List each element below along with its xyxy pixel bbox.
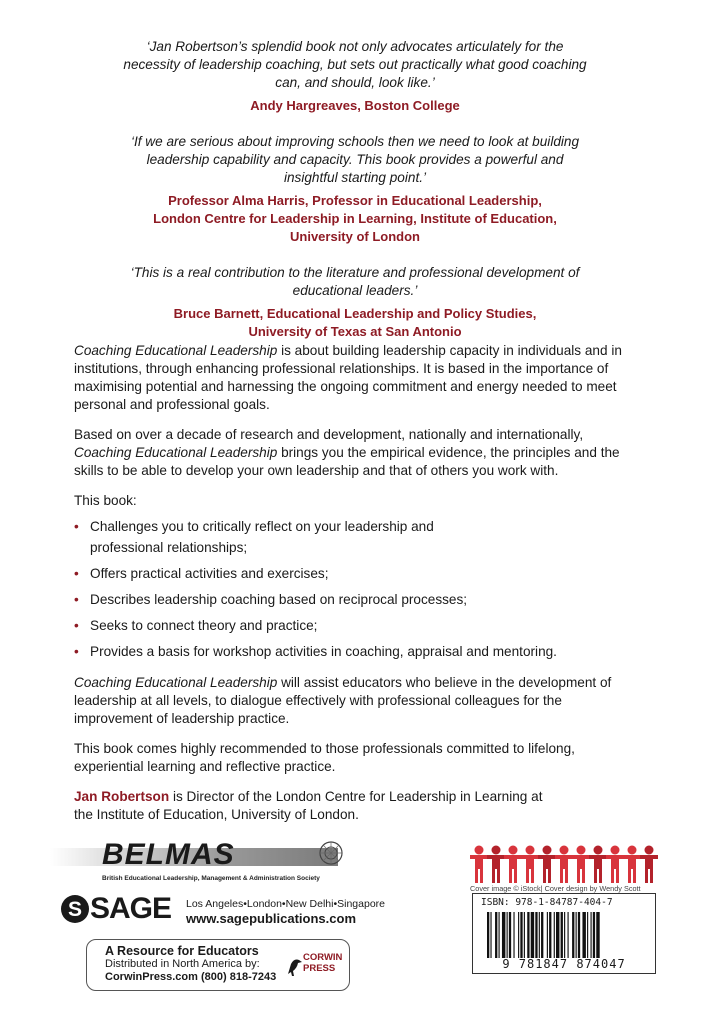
list-item xyxy=(74,641,644,662)
paragraph-text: will assist educators who believe in the development of leadership at all levels, to dialogue effectively with professional colleagues for the improvement of leadership practice. xyxy=(74,675,612,726)
quote-1: ‘Jan Robertson’s splendid book not only advocates articulately for the necessity of leadership coaching, but sets out practically what good coaching can, and should, look like.’ xyxy=(123,39,587,90)
belmas-subtitle: British Educational Leadership, Management & Administration Society xyxy=(102,875,320,882)
attribution-line: University of Texas at San Antonio xyxy=(248,324,462,339)
sage-cities: Los Angeles•London•New Delhi•Singapore xyxy=(186,898,385,910)
quote-1-attribution xyxy=(120,97,590,115)
resource-contact: CorwinPress.com (800) 818-7243 xyxy=(105,971,277,983)
attribution-line: Professor Alma Harris, Professor in Educational Leadership, xyxy=(168,193,542,208)
list-item-text: Challenges you to critically reflect on your leadership and professional relationships; xyxy=(90,519,434,555)
bullet-icon: • xyxy=(74,618,79,633)
belmas-logo xyxy=(50,838,350,888)
list-item-text: Offers practical activities and exercises; xyxy=(90,566,329,581)
blurb-paragraph-2 xyxy=(74,426,644,480)
cover-credit: Cover image © iStock| Cover design by Wendy Scott xyxy=(470,884,641,893)
crow-icon xyxy=(285,954,303,978)
resource-distributor: Distributed in North America by: xyxy=(105,958,260,970)
sage-logo xyxy=(60,892,385,932)
blurb-paragraph-1 xyxy=(74,342,644,414)
blurb xyxy=(74,342,644,836)
quote-2-attribution xyxy=(120,192,590,246)
paragraph-text: is about building leadership capacity in individuals and in institutions, through enhancing professional relationships. It is based in the importance of maximising potential and harnessing the ongoing commitment and energy needed to meet personal and professional goals. xyxy=(74,343,622,412)
list-intro: This book: xyxy=(74,493,137,508)
isbn-barcode-box xyxy=(472,893,656,974)
resource-title: A Resource for Educators xyxy=(105,944,259,958)
list-item-text: Seeks to connect theory and practice; xyxy=(90,618,318,633)
list-item-text: Provides a basis for workshop activities in coaching, appraisal and mentoring. xyxy=(90,644,557,659)
svg-text:S: S xyxy=(67,898,83,921)
belmas-emblem-icon xyxy=(318,840,344,866)
barcode-number: 9 781847 874047 xyxy=(502,957,626,971)
attribution-line: University of London xyxy=(290,229,420,244)
bullet-icon: • xyxy=(74,592,79,607)
quote-3: ‘This is a real contribution to the literature and professional development of educational leaders.’ xyxy=(130,265,580,298)
list-item xyxy=(74,615,644,636)
book-title: Coaching Educational Leadership xyxy=(74,445,278,460)
author-bio xyxy=(74,788,544,824)
blurb-paragraph-4: This book comes highly recommended to those professionals committed to lifelong, experiential learning and reflective practice. xyxy=(74,741,575,774)
blurb-paragraph-3 xyxy=(74,674,644,728)
feature-list xyxy=(74,516,644,662)
sage-wordmark: SAGE xyxy=(90,892,172,925)
corwin-line: CORWIN xyxy=(303,952,343,963)
book-title: Coaching Educational Leadership xyxy=(74,343,278,358)
bullet-icon: • xyxy=(74,644,79,659)
book-title: Coaching Educational Leadership xyxy=(74,675,278,690)
list-item xyxy=(74,563,644,584)
paper-dolls-image xyxy=(470,843,660,885)
belmas-wordmark: BELMAS xyxy=(102,838,235,871)
bullet-icon: • xyxy=(74,519,79,534)
quote-2: ‘If we are serious about improving schools then we need to look at building leadership capability and capacity. This book provides a powerful and insightful starting point.’ xyxy=(130,134,580,185)
paragraph-text: brings you the empirical evidence, the principles and the skills to be able to develop your own leadership and that of others you work with. xyxy=(74,445,620,478)
corwin-logo xyxy=(285,948,341,984)
barcode-icon xyxy=(485,912,645,960)
bullet-icon: • xyxy=(74,566,79,581)
author-name: Jan Robertson xyxy=(74,789,170,804)
quote-3-attribution xyxy=(120,305,590,341)
sage-url: www.sagepublications.com xyxy=(186,911,356,926)
attribution-line: London Centre for Leadership in Learning, Institute of Education, xyxy=(153,211,557,226)
list-item xyxy=(74,516,644,558)
resource-box xyxy=(86,939,350,991)
corwin-wordmark xyxy=(303,952,342,974)
paragraph-text: Based on over a decade of research and development, nationally and internationally, xyxy=(74,427,584,442)
paragraph-text: is Director of the London Centre for Leadership in Learning at the Institute of Education, University of London. xyxy=(74,789,543,822)
list-item-text: Describes leadership coaching based on reciprocal processes; xyxy=(90,592,468,607)
endorsements xyxy=(120,38,590,359)
attribution-line: Bruce Barnett, Educational Leadership and Policy Studies, xyxy=(173,306,537,321)
sage-s-icon xyxy=(60,894,90,924)
list-item xyxy=(74,589,644,610)
corwin-line: PRESS xyxy=(303,963,336,974)
isbn-label: ISBN: 978-1-84787-404-7 xyxy=(481,897,613,908)
attribution-line: Andy Hargreaves, Boston College xyxy=(250,98,460,113)
